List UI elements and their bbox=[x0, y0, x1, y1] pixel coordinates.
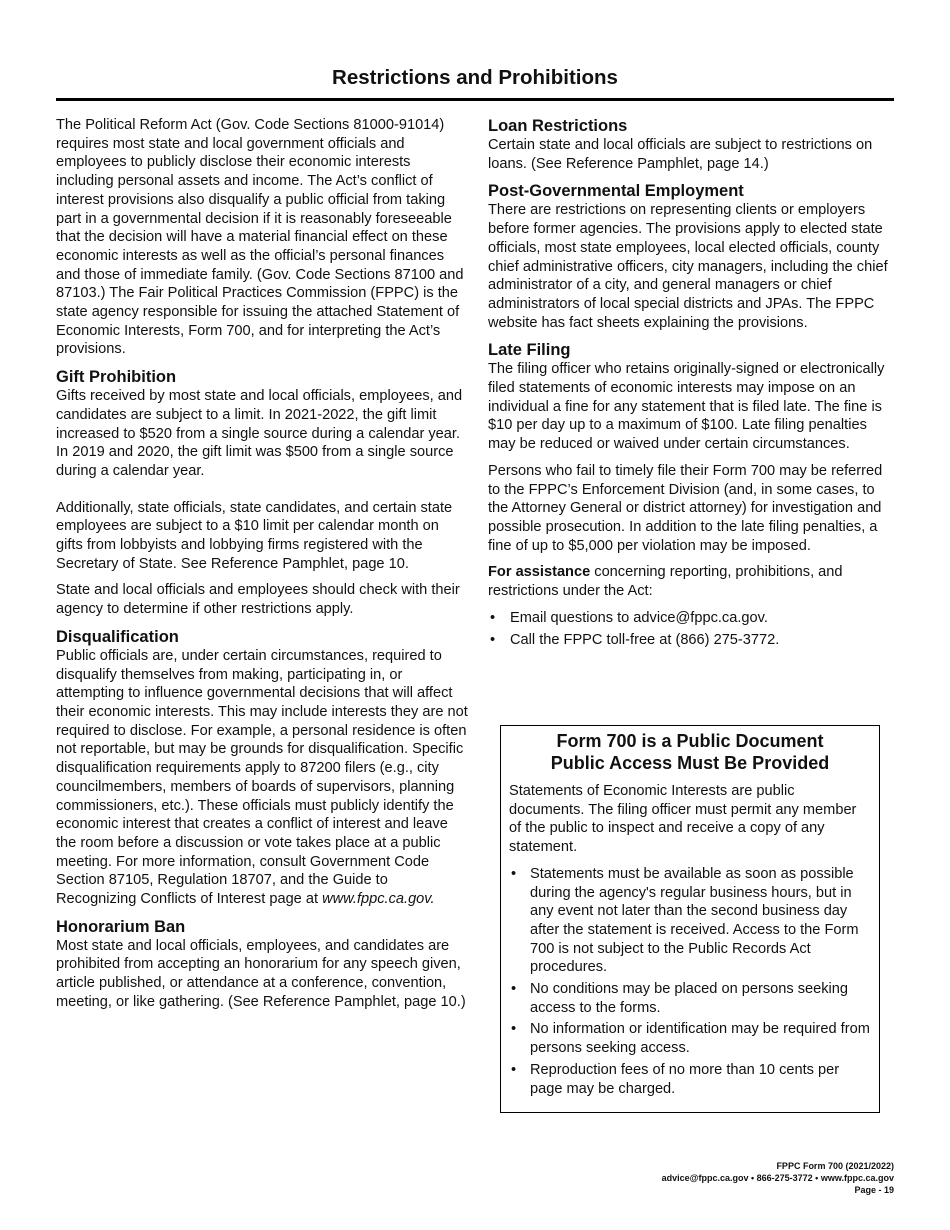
post-employment-heading: Post-Governmental Employment bbox=[488, 182, 744, 201]
loan-restrictions-heading: Loan Restrictions bbox=[488, 117, 628, 135]
gift-paragraph-2: Additionally, state officials, state candidates, and certain state employees are subject to a $10 limit per calendar month on gifts from lobbyists and lobbying firms registered with the Secretary of State. See Reference Pamphlet, page 10. bbox=[56, 499, 453, 572]
late-filing-heading: Late Filing bbox=[488, 341, 571, 360]
page-title: Restrictions and Prohibitions bbox=[332, 66, 618, 89]
intro-paragraph: The Political Reform Act (Gov. Code Sections 81000-91014) requires most state and local government officials and employees to publicly disclose their economic interests including personal assets and income. The Act’s conflict of interest provisions also disqualify a public official from taking part in a governmental decision if it is reasonably foreseeable that the decision will have a material financial effect on these economic interests as well as the official’s personal finances and those of immediate family. (Gov. Code Sections 87100 and 87103.) The Fair Political Practices Commission (FPPC) is the state agency responsible for issuing the attached Statement of Economic Interests, Form 700, and for interpreting the Act’s provisions. bbox=[56, 117, 464, 358]
gift-prohibition-heading: Gift Prohibition bbox=[56, 368, 177, 387]
box-intro: Statements of Economic Interests are public documents. The filing officer must permit any member of the public to inspect and receive a copy of any statement. bbox=[509, 783, 857, 856]
box-bullet-item: • Statements must be available as soon as possible during the agency's regular business hours, but in any event not later than the second business day after the statement is received. Access to the Form 700 is not subject to the Public Records Act procedures. bbox=[509, 865, 871, 977]
contact-list bbox=[488, 609, 898, 650]
box-title-line-1: Form 700 is a Public Document bbox=[556, 731, 824, 751]
public-document-box bbox=[500, 725, 880, 1113]
assistance-bold: For assistance bbox=[488, 564, 591, 581]
assistance-text: concerning reporting, prohibitions, and restrictions under the Act: bbox=[488, 564, 843, 600]
box-bullet-item: • Reproduction fees of no more than 10 cents per page may be charged. bbox=[509, 1061, 871, 1098]
box-bullet-list bbox=[509, 865, 871, 1098]
fppc-website-link[interactable]: www.fppc.ca.gov. bbox=[322, 891, 435, 908]
loan-paragraph: Certain state and local officials are subject to restrictions on loans. (See Reference Pamphlet, page 14.) bbox=[488, 137, 873, 172]
box-bullet-item: • No conditions may be placed on persons seeking access to the forms. bbox=[509, 980, 871, 1017]
box-title-line-2: Public Access Must Be Provided bbox=[550, 753, 830, 773]
contact-email-item[interactable]: • Email questions to advice@fppc.ca.gov. bbox=[488, 609, 898, 628]
honorarium-paragraph: Most state and local officials, employees, and candidates are prohibited from accepting an honorarium for any speech given, article published, or attendance at a conference, convention, meeting, or like gathering. (See Reference Pamphlet, page 10.) bbox=[56, 937, 466, 1010]
gift-paragraph-3: State and local officials and employees should check with their agency to determine if other restrictions apply. bbox=[56, 582, 460, 618]
box-title bbox=[509, 730, 871, 774]
contact-phone-item[interactable]: • Call the FPPC toll-free at (866) 275-3772. bbox=[488, 631, 898, 650]
late-filing-paragraph-1: The filing officer who retains originally-signed or electronically filed statements of economic interests may impose on an individual a fine for any statement that is filed late. The fine is $10 per day up to a maximum of $100. Late filing penalties may be reduced or waived under certain circumstances. bbox=[488, 361, 885, 453]
disqualification-paragraph bbox=[56, 647, 468, 909]
box-bullet-item: • No information or identification may be required from persons seeking access. bbox=[509, 1020, 871, 1057]
footer-form: FPPC Form 700 (2021/2022) bbox=[776, 1161, 894, 1171]
page-footer bbox=[662, 1160, 894, 1196]
assistance-paragraph bbox=[488, 563, 898, 600]
right-column bbox=[488, 116, 898, 654]
disqualification-heading: Disqualification bbox=[56, 627, 179, 646]
post-employment-paragraph: There are restrictions on representing clients or employers before former agencies. The provisions apply to elected state officials, most state employees, local elected officials, county chief administrative officers, city managers, including the chief administrator of a city, and general managers or chief administrators of local special districts and JPAs. The FPPC website has fact sheets explaining the provisions. bbox=[488, 202, 888, 331]
late-filing-paragraph-2: Persons who fail to timely file their Form 700 may be referred to the FPPC’s Enforcement Division (and, in some cases, to the Attorney General or district attorney) for investigation and possible prosecution. In addition to the late filing penalties, a fine of up to $5,000 per violation may be imposed. bbox=[488, 462, 883, 554]
footer-page-number: Page - 19 bbox=[854, 1185, 894, 1195]
left-column bbox=[56, 116, 468, 1012]
gift-paragraph-1: Gifts received by most state and local officials, employees, and candidates are subject to a limit. In 2021-2022, the gift limit increased to $520 from a single source during a calendar year. In 2019 and 2020, the gift limit was $500 from a single source during a calendar year. bbox=[56, 388, 463, 479]
title-rule bbox=[56, 98, 894, 101]
footer-contact: advice@fppc.ca.gov • 866-275-3772 • www.fppc.ca.gov bbox=[661, 1173, 894, 1183]
honorarium-heading: Honorarium Ban bbox=[56, 917, 186, 936]
disqualification-text: Public officials are, under certain circumstances, required to disqualify themselves from making, participating in, or attempting to influence governmental decisions that will affect their economic interests. This may include interests they are not required to disclose. For example, a personal residence is often not reportable, but may be grounds for disqualification. Specific disqualification requirements apply to 87200 filers (e.g., city councilmembers, members of boards of supervisors, planning commissioners, etc.). These officials must publicly identify the economic interest that creates a conflict of interest and leave the room before a discussion or vote takes place at a public meeting. For more information, consult Government Code Section 87105, Regulation 18707, and the Guide to Recognizing Conflicts of Interest page at bbox=[56, 647, 468, 908]
